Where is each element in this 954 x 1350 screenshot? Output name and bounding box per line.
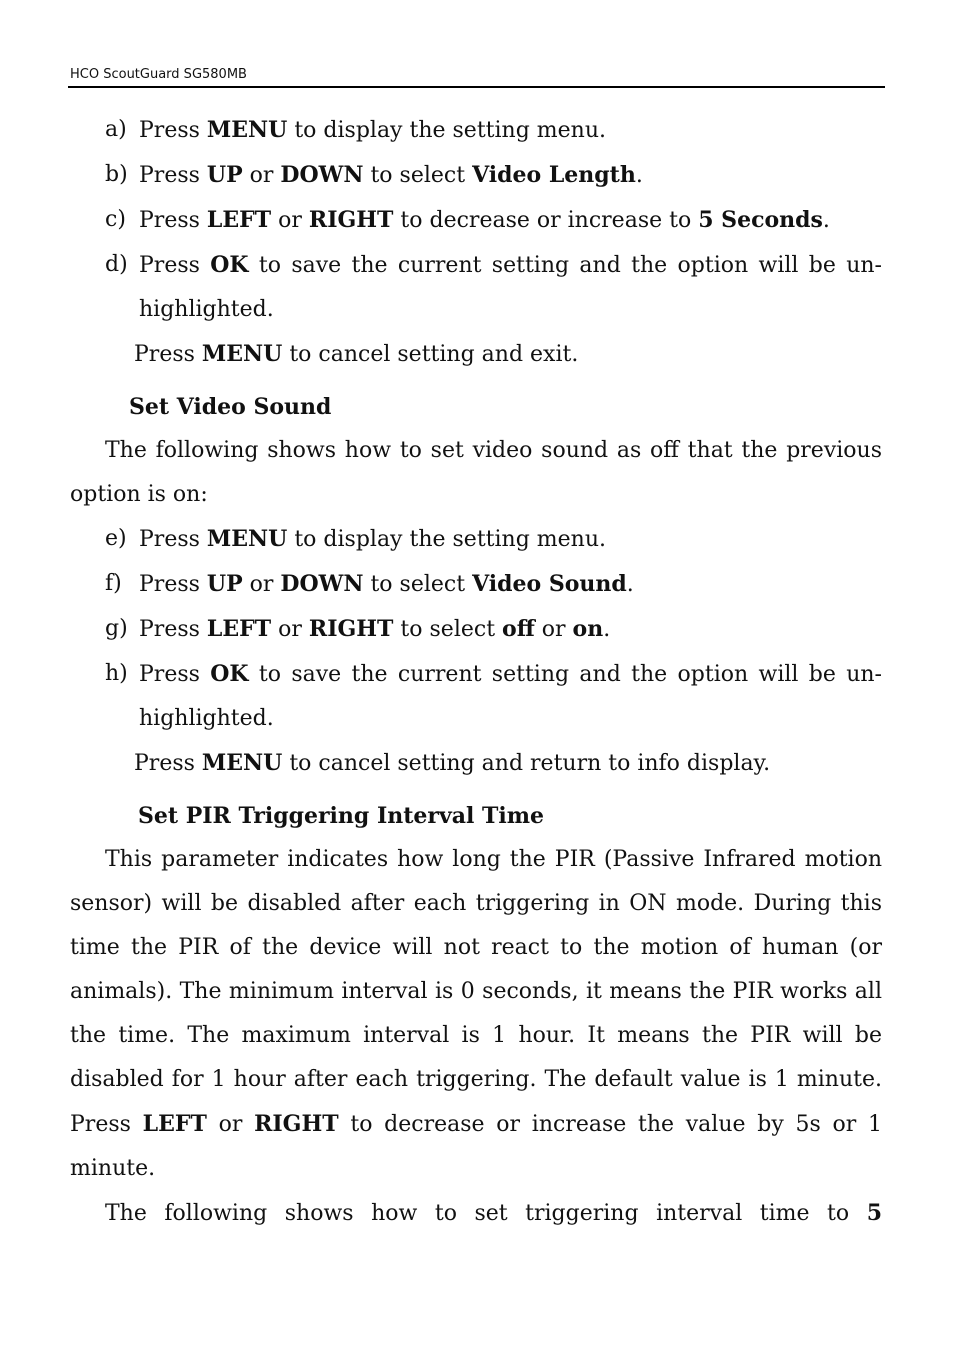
bold-term: Video Length xyxy=(472,162,636,188)
steps-video-length xyxy=(70,108,882,377)
running-header: HCO ScoutGuard SG580MB xyxy=(70,67,247,82)
bold-term: Video Sound xyxy=(472,571,627,597)
step-text xyxy=(139,562,882,607)
bold-term: MENU xyxy=(206,117,288,143)
text-run: to cancel setting and exit. xyxy=(282,342,579,367)
step-label: a) xyxy=(105,117,127,142)
bold-term: RIGHT xyxy=(308,616,394,642)
step-text xyxy=(139,517,882,562)
bold-term: DOWN xyxy=(280,162,364,188)
text-run: . xyxy=(603,617,611,642)
bold-term: LEFT xyxy=(142,1111,207,1137)
bold-term: UP xyxy=(206,571,243,597)
bold-term: on xyxy=(572,616,604,642)
paragraph-pir-example xyxy=(70,1191,882,1236)
text-run: or xyxy=(534,617,573,642)
step-label: e) xyxy=(105,526,127,551)
bold-term: RIGHT xyxy=(254,1111,339,1137)
text-run: or xyxy=(206,1112,255,1137)
steps-video-sound xyxy=(70,517,882,786)
section-heading-video-sound: Set Video Sound xyxy=(129,394,332,420)
bold-term: LEFT xyxy=(206,207,272,233)
text-run: to select xyxy=(393,617,503,642)
step-text xyxy=(139,607,882,652)
bold-term: OK xyxy=(210,661,249,687)
section-heading-pir-interval: Set PIR Triggering Interval Time xyxy=(138,803,545,829)
text-run: Press xyxy=(134,342,202,367)
bold-term: DOWN xyxy=(280,571,364,597)
bold-term: MENU xyxy=(201,750,283,776)
text-run: to save the current setting and the option will be un-highlighted. xyxy=(139,253,882,322)
step-label: g) xyxy=(105,616,128,641)
text-run: Press xyxy=(139,253,211,278)
text-run: or xyxy=(271,617,309,642)
step-a xyxy=(70,108,882,153)
bold-term: UP xyxy=(206,162,243,188)
text-run: Press xyxy=(139,208,207,233)
bold-term: LEFT xyxy=(206,616,272,642)
bold-term: OK xyxy=(210,252,249,278)
step-text xyxy=(139,198,882,243)
step-f xyxy=(70,562,882,607)
text-run: . xyxy=(635,163,643,188)
page-body xyxy=(70,108,882,1236)
text-run: Press xyxy=(139,118,207,143)
text-run: Press xyxy=(139,572,207,597)
step-text xyxy=(139,652,882,741)
header-rule xyxy=(68,86,885,88)
paragraph-pir-interval xyxy=(70,838,882,1191)
text-run: Press xyxy=(139,617,207,642)
text-run: or xyxy=(271,208,309,233)
step-label: f) xyxy=(105,571,122,596)
step-text xyxy=(139,243,882,332)
text-run: The following shows how to set triggering interval time to xyxy=(105,1201,867,1226)
paragraph-video-sound: The following shows how to set video sound as off that the previous option is on: xyxy=(70,438,882,507)
text-run: to cancel setting and return to info display. xyxy=(282,751,771,776)
text-run: Press xyxy=(134,751,202,776)
step-label: b) xyxy=(105,162,128,187)
step-d xyxy=(70,243,882,332)
step-c xyxy=(70,198,882,243)
text-run: Press xyxy=(139,662,211,687)
cancel-instruction xyxy=(70,332,882,377)
text-run: . xyxy=(626,572,634,597)
bold-term: MENU xyxy=(201,341,283,367)
text-run: to decrease or increase the value by 5s or 1 minute. xyxy=(70,1112,882,1181)
text-run: to select xyxy=(363,572,473,597)
text-run: . xyxy=(822,208,830,233)
bold-term: RIGHT xyxy=(308,207,394,233)
step-text xyxy=(139,153,882,198)
text-run: to save the current setting and the option will be un-highlighted. xyxy=(139,662,882,731)
step-label: c) xyxy=(105,207,126,232)
step-e xyxy=(70,517,882,562)
text-run: or xyxy=(242,572,281,597)
text-run: to decrease or increase to xyxy=(393,208,699,233)
bold-term: off xyxy=(502,616,535,642)
text-run: Press xyxy=(139,163,207,188)
step-label: d) xyxy=(105,252,128,277)
text-run: to select xyxy=(363,163,473,188)
text-run: This parameter indicates how long the PIR (Passive Infrared motion sensor) will be disabled after each triggering in ON mode. During this time the PIR of the device will not react to the motion of human (or animals). The minimum interval is 0 seconds, it means the PIR works all the time. The maximum interval is 1 hour. It means the PIR will be disabled for 1 hour after each triggering. The default value is 1 minute. Press xyxy=(70,847,882,1137)
bold-term: 5 Seconds xyxy=(698,207,823,233)
cancel-instruction xyxy=(70,741,882,786)
step-label: h) xyxy=(105,661,128,686)
text-run: Press xyxy=(139,527,207,552)
step-h xyxy=(70,652,882,741)
bold-term: 5 xyxy=(866,1200,882,1226)
text-run: to display the setting menu. xyxy=(287,527,606,552)
step-text xyxy=(139,108,882,153)
text-run: to display the setting menu. xyxy=(287,118,606,143)
text-run: or xyxy=(242,163,281,188)
step-g xyxy=(70,607,882,652)
step-b xyxy=(70,153,882,198)
bold-term: MENU xyxy=(206,526,288,552)
